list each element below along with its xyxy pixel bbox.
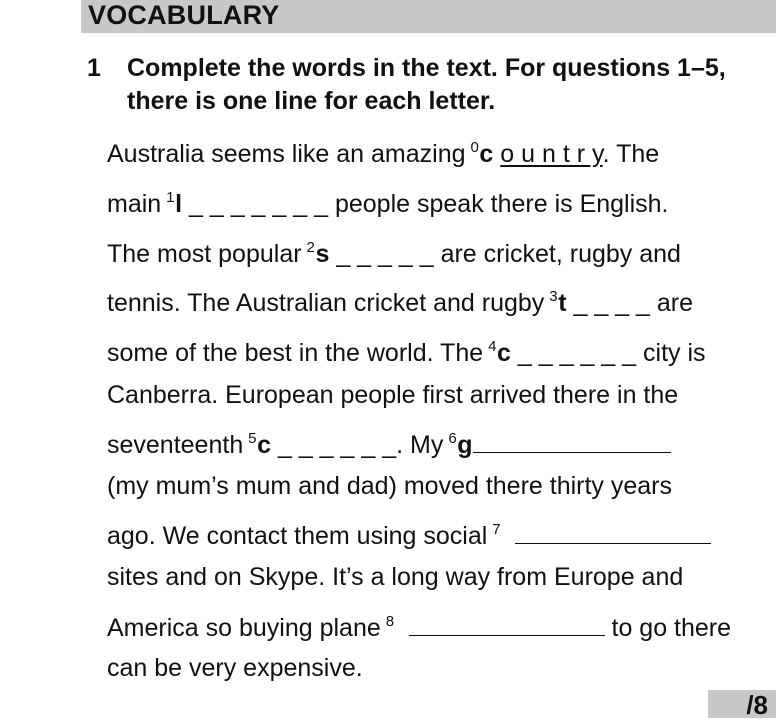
- text-line-10: sites and on Skype. It’s a long way from Europe and: [107, 563, 684, 591]
- text-line-6: Canberra. European people first arrived there in the: [107, 381, 679, 409]
- gap-6-first-letter: g: [457, 431, 473, 459]
- text-line-7: seventeenth 5 c _ _ _ _ _ _. My 6 g: [107, 430, 671, 460]
- text-segment: . My: [396, 431, 451, 459]
- gap-4-first-letter: c: [497, 339, 511, 367]
- text-line-4: tennis. The Australian cricket and rugby 3 t _ _ _ _ are: [107, 288, 694, 317]
- text-line-3: The most popular 2 s _ _ _ _ _ are cricket, rugby and: [107, 239, 681, 268]
- gap-3-first-letter: t: [558, 289, 567, 317]
- text-segment: main: [107, 190, 169, 218]
- question-instruction: Complete the words in the text. For questions 1–5, there is one line for each letter.: [127, 54, 726, 115]
- gap-5-first-letter: c: [257, 431, 272, 459]
- score-box: [708, 690, 776, 718]
- text-segment: city is: [636, 339, 706, 367]
- gap-2-blanks[interactable]: _ _ _ _ _: [336, 240, 434, 268]
- text-segment: are cricket, rugby and: [433, 240, 681, 268]
- gap-5-blanks[interactable]: _ _ _ _ _ _: [277, 431, 397, 459]
- text-line-5: some of the best in the world. The 4 c _ _ _ _ _ _ city is: [107, 338, 706, 367]
- text-segment: people speak there is English.: [328, 190, 669, 218]
- gap-8-answer-line[interactable]: [409, 615, 605, 636]
- score-label: /8: [746, 690, 768, 720]
- example-answer: o u n t r y: [500, 140, 603, 168]
- text-segment: are: [649, 289, 694, 317]
- text-segment: ago. We contact them using social: [107, 522, 495, 550]
- text-line-11: America so buying plane 8 to go there: [107, 613, 732, 642]
- text-segment: seventeenth: [107, 431, 251, 459]
- text-line-8: (my mum’s mum and dad) moved there thirty years: [107, 472, 673, 500]
- section-header: [81, 0, 776, 33]
- text-line-12: can be very expensive.: [107, 654, 363, 682]
- text-line-1: Australia seems like an amazing 0 c o u n t r y. The: [107, 139, 660, 168]
- example-first-letter: c: [479, 140, 494, 168]
- text-segment: America so buying plane: [107, 614, 388, 642]
- section-title: VOCABULARY: [88, 0, 280, 30]
- gap-6-answer-line[interactable]: [473, 432, 671, 453]
- gap-1-first-letter: l: [175, 190, 183, 218]
- text-line-9: ago. We contact them using social 7: [107, 521, 711, 551]
- text-segment: tennis. The Australian cricket and rugby: [107, 289, 552, 317]
- text-segment: to go there: [604, 614, 732, 642]
- gap-3-blanks[interactable]: _ _ _ _: [573, 289, 650, 317]
- gap-2-first-letter: s: [315, 240, 330, 268]
- gap-4-blanks[interactable]: _ _ _ _ _ _: [517, 339, 637, 367]
- gap-7-answer-line[interactable]: [515, 523, 711, 544]
- text-segment: some of the best in the world. The: [107, 339, 491, 367]
- text-line-2: main 1 l _ _ _ _ _ _ _ people speak there is English.: [107, 189, 669, 218]
- question-number: 1: [87, 54, 101, 82]
- gap-1-blanks[interactable]: _ _ _ _ _ _ _: [189, 190, 329, 218]
- text-segment: Australia seems like an amazing: [107, 140, 473, 168]
- text-segment: . The: [602, 140, 660, 168]
- text-segment: The most popular: [107, 240, 309, 268]
